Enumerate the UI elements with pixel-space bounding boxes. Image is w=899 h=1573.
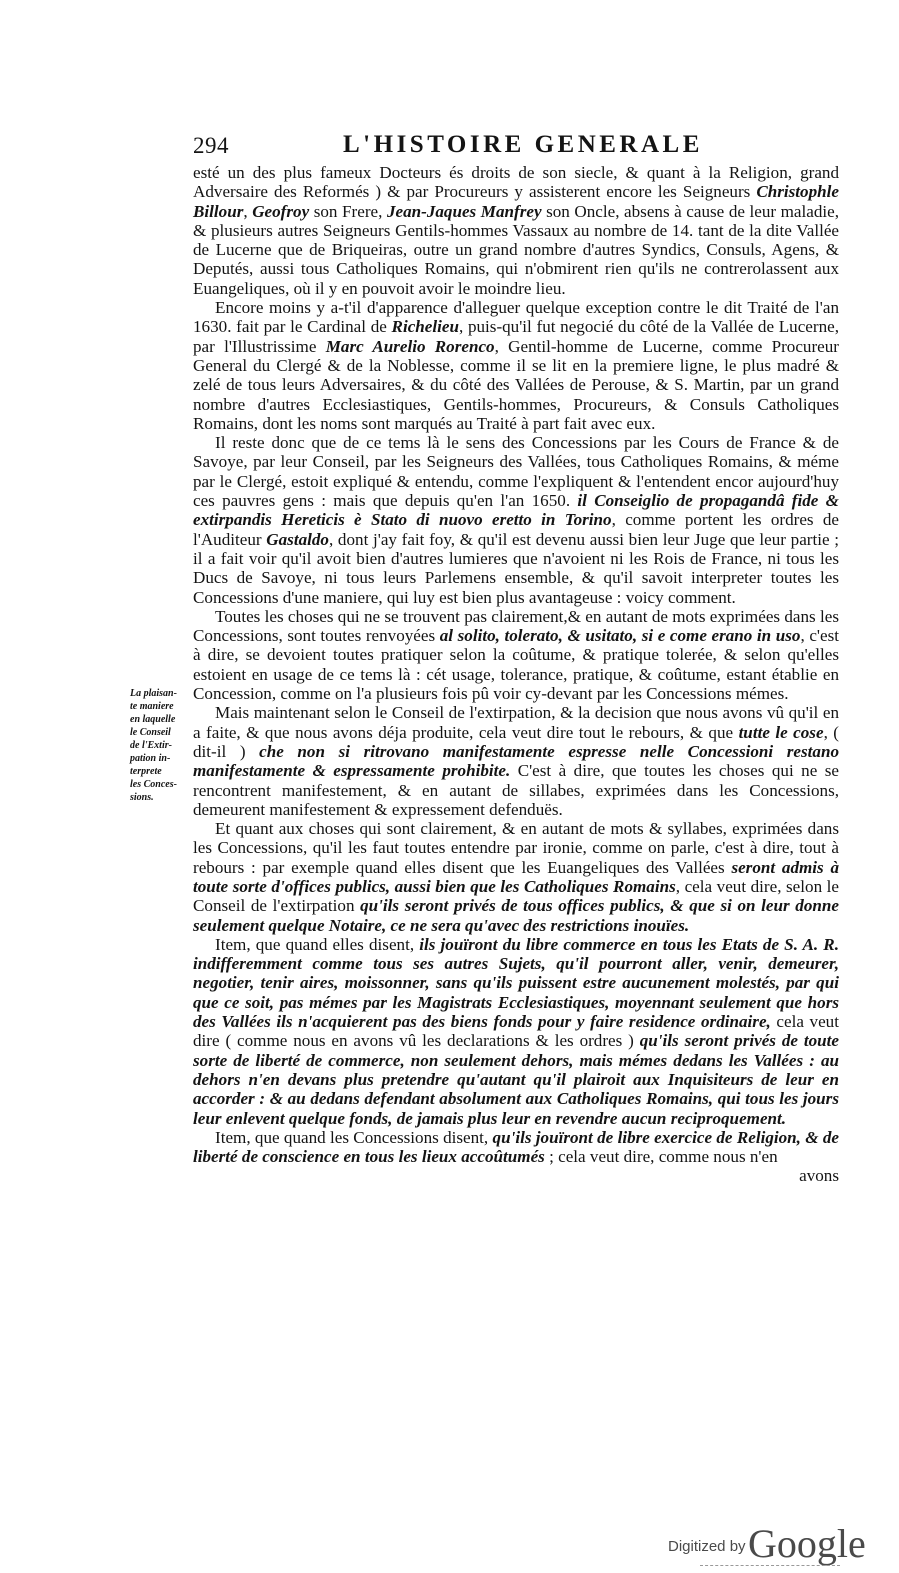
italic-text: Christophle Billour <box>193 182 839 221</box>
italic-text: che non si ritrovano manifestamente espresse nelle Concessioni restano manifestamente & espressamente prohibite. <box>193 741 839 781</box>
margin-note-line: le Conseil <box>130 727 171 738</box>
italic-text: Marc Aurelio Rorenco <box>325 336 495 356</box>
margin-note-line: de l'Extir- <box>130 740 172 751</box>
margin-note-line: te maniere <box>130 701 174 712</box>
text-run: cela veut dire ( comme nous en avons vû les declarations & les ordres ) <box>193 1012 839 1051</box>
italic-text: qu'ils jouïront de libre exercice de Religion, & de liberté de conscience en tous les lieux accoûtumés <box>193 1127 840 1167</box>
paragraph <box>193 1128 839 1167</box>
paragraph <box>193 935 839 1128</box>
digitized-by-text: Digitized by <box>668 1538 746 1555</box>
margin-note <box>130 687 188 804</box>
paragraph <box>193 703 839 819</box>
text-run: son Frere, <box>309 201 387 221</box>
italic-text: il Conseiglio de propagandâ fide & extirpandis Hereticis è Stato di nuovo eretto in Torino <box>193 491 839 530</box>
text-run: , Gentil-homme de Lucerne, comme Procureur General du Clergé & de la Noblesse, comme il se lit en la premiere ligne, le plus madré & zelé de tous leurs Adversaires, & du côté des Vallées de Perouse, & S. Martin, par un grand nombre d'autres Ecclesiastiques, Gentils-hommes, Procureurs, & Consuls Catholiques Romains, dont les noms sont marqués au Traité à part fait avec eux. <box>193 336 839 433</box>
text-run: , dont j'ay fait foy, & qu'il est devenu aussi bien leur Juge que leur partie ; il a fait voir qu'il avoit bien d'autres lumieres que n'avoient ni les Rois de France, ni tous les Ducs de Savoye, ni tous leurs Parlemens ensemble, & qu'il savoit interpreter toutes les Concessions d'une maniere, qui luy est bien plus avantageuse : voicy comment. <box>193 529 839 607</box>
italic-text: qu'ils seront privés de toute sorte de liberté de commerce, non seulement dehors, mais mémes dedans les Vallées : au dehors n'en devans plus pretendre qu'autant qu'il plairoit aux Inquisiteurs de leur en accorder : & au dedans defendant absolument aux Catholiques Romains, qui tous les jours leur enlevent quelque fonds, de jamais plus leur en revendre aucun reciproquement. <box>193 1031 839 1128</box>
italic-text: Geofroy <box>252 201 310 221</box>
italic-text: al solito, tolerato, & usitato, si e come erano in uso <box>439 626 801 646</box>
text-run: Mais maintenant selon le Conseil de l'extirpation, & la decision que nous avons vû qu'il en a faite, & que nous avons déja produite, cela veut dire tout le rebours, & que <box>193 703 839 742</box>
text-run: Il reste donc que de ce tems là le sens des Concessions par les Cours de France & de Savoye, par leur Conseil, par les Seigneurs des Vallées, tous Catholiques Romains, & méme par le Clergé, estoit expliqué & entendu, comme l'expliquent & l'entendent encor aujourd'huy ces pauvres gens : mais que depuis qu'en l'an 1650. <box>193 433 839 511</box>
text-run: esté un des plus fameux Docteurs és droits de son siecle, & quant à la Religion, grand Adversaire des Reformés ) & par Procureurs y assisterent encore les Seigneurs <box>193 163 839 202</box>
page-header <box>193 133 839 163</box>
page-number: 294 <box>193 133 229 158</box>
italic-text: Richelieu <box>391 317 459 337</box>
body-text <box>193 163 839 1186</box>
text-run: Toutes les choses qui ne se trouvent pas clairement,& en autant de mots exprimées dans les Concessions, sont toutes renvoyées <box>193 606 839 646</box>
text-run: Et quant aux choses qui sont clairement, & en autant de mots & syllabes, exprimées dans les Concessions, qu'il les faut toutes entendre par ironie, comme on parle, c'est à dire, tout à rebours : par exemple quand elles disent que les Euangeliques des Vallées <box>193 819 839 877</box>
paragraph <box>193 607 839 703</box>
running-title: L'HISTOIRE GENERALE <box>343 131 703 158</box>
text-run: , comme portent les ordres de l'Auditeur <box>193 510 840 549</box>
text-run: Item, que quand elles disent, <box>215 934 420 954</box>
text-run: Item, que quand les Concessions disent, <box>215 1127 493 1147</box>
text-run: son Oncle, absens à cause de leur maladie, & plusieurs autres Seigneurs Gentils-hommes Vassaux au nombre de 14. tant de la dite Vallée de Lucerne que de Briqueiras, outre un grand nombre d'autres Syndics, Consuls, Agens, & Deputés, aussi tous Catholiques Romains, qui n'obmirent rien qu'ils ne contrerolassent aux Euangeliques, où il y en pouvoit avoir le moindre lieu. <box>193 201 840 298</box>
margin-note-line: en laquelle <box>130 714 176 725</box>
text-run: C'est à dire, que toutes les choses qui ne se rencontrent manifestement, & en autant de sillabes, exprimées dans les Concessions, demeurent manifestement & expressement defenduës. <box>193 761 839 819</box>
paragraph <box>193 163 839 298</box>
text-run: Encore moins y a-t'il d'apparence d'alleguer quelque exception contre le dit Traité de l'an 1630. fait par le Cardinal de <box>193 298 839 337</box>
italic-text: ils jouïront du libre commerce en tous les Etats de S. A. R. indifferemment comme tous ses autres Sujets, qu'il pourront aller, venir, demeurer, negotier, tenir aires, moissonner, sans qu'ils puissent estre aucunement molestés, par qui que ce soit, pas mémes par les Magistrats Ecclesiastiques, moyennant seulement que hors des Vallées ils n'acquierent pas des biens fonds pour y faire residence ordinaire, <box>193 934 839 1032</box>
text-run: , <box>243 201 253 221</box>
scan-artifact <box>700 1565 840 1568</box>
italic-text: qu'ils seront privés de tous offices publics, & que si on leur donne seulement quelque Notaire, ce ne sera qu'avec des restrictions inouïes. <box>193 896 839 935</box>
text-run: , puis-qu'il fut negocié du côté de la Vallée de Lucerne, par l'Illustrissime <box>193 317 839 356</box>
paragraph <box>193 298 839 433</box>
paragraph <box>193 1166 839 1185</box>
italic-text: Gastaldo <box>266 529 329 549</box>
margin-note-line: La plaisan- <box>130 688 177 699</box>
italic-text: Jean-Jaques Manfrey <box>386 201 542 221</box>
italic-text: seront admis à toute sorte d'offices publics, aussi bien que les Catholiques Romains <box>193 857 839 896</box>
margin-note-line: terprete <box>130 766 162 777</box>
google-logo: Google <box>748 1521 866 1566</box>
text-run: , ( dit-il ) <box>193 722 839 761</box>
margin-note-line: les Conces- <box>130 779 177 790</box>
margin-note-line: sions. <box>130 792 154 803</box>
italic-text: tutte le cose <box>738 722 824 742</box>
margin-note-line: pation in- <box>130 753 171 764</box>
text-run: avons <box>799 1166 839 1186</box>
text-run: ; cela veut dire, comme nous n'en <box>544 1147 778 1167</box>
text-run: , c'est à dire, se devoient toutes pratiquer selon la coûtume, & pratique tolerée, & selon qu'elles estoient en usage de ce tems là : cét usage, tolerance, pratique, & coûtume, estant établie en Concession, comme on l'a plusieurs fois pû voir cy-devant par les Concessions mémes. <box>193 626 840 704</box>
paragraph <box>193 819 839 935</box>
paragraph <box>193 433 839 607</box>
text-run: , cela veut dire, selon le Conseil de l'extirpation <box>193 876 839 916</box>
